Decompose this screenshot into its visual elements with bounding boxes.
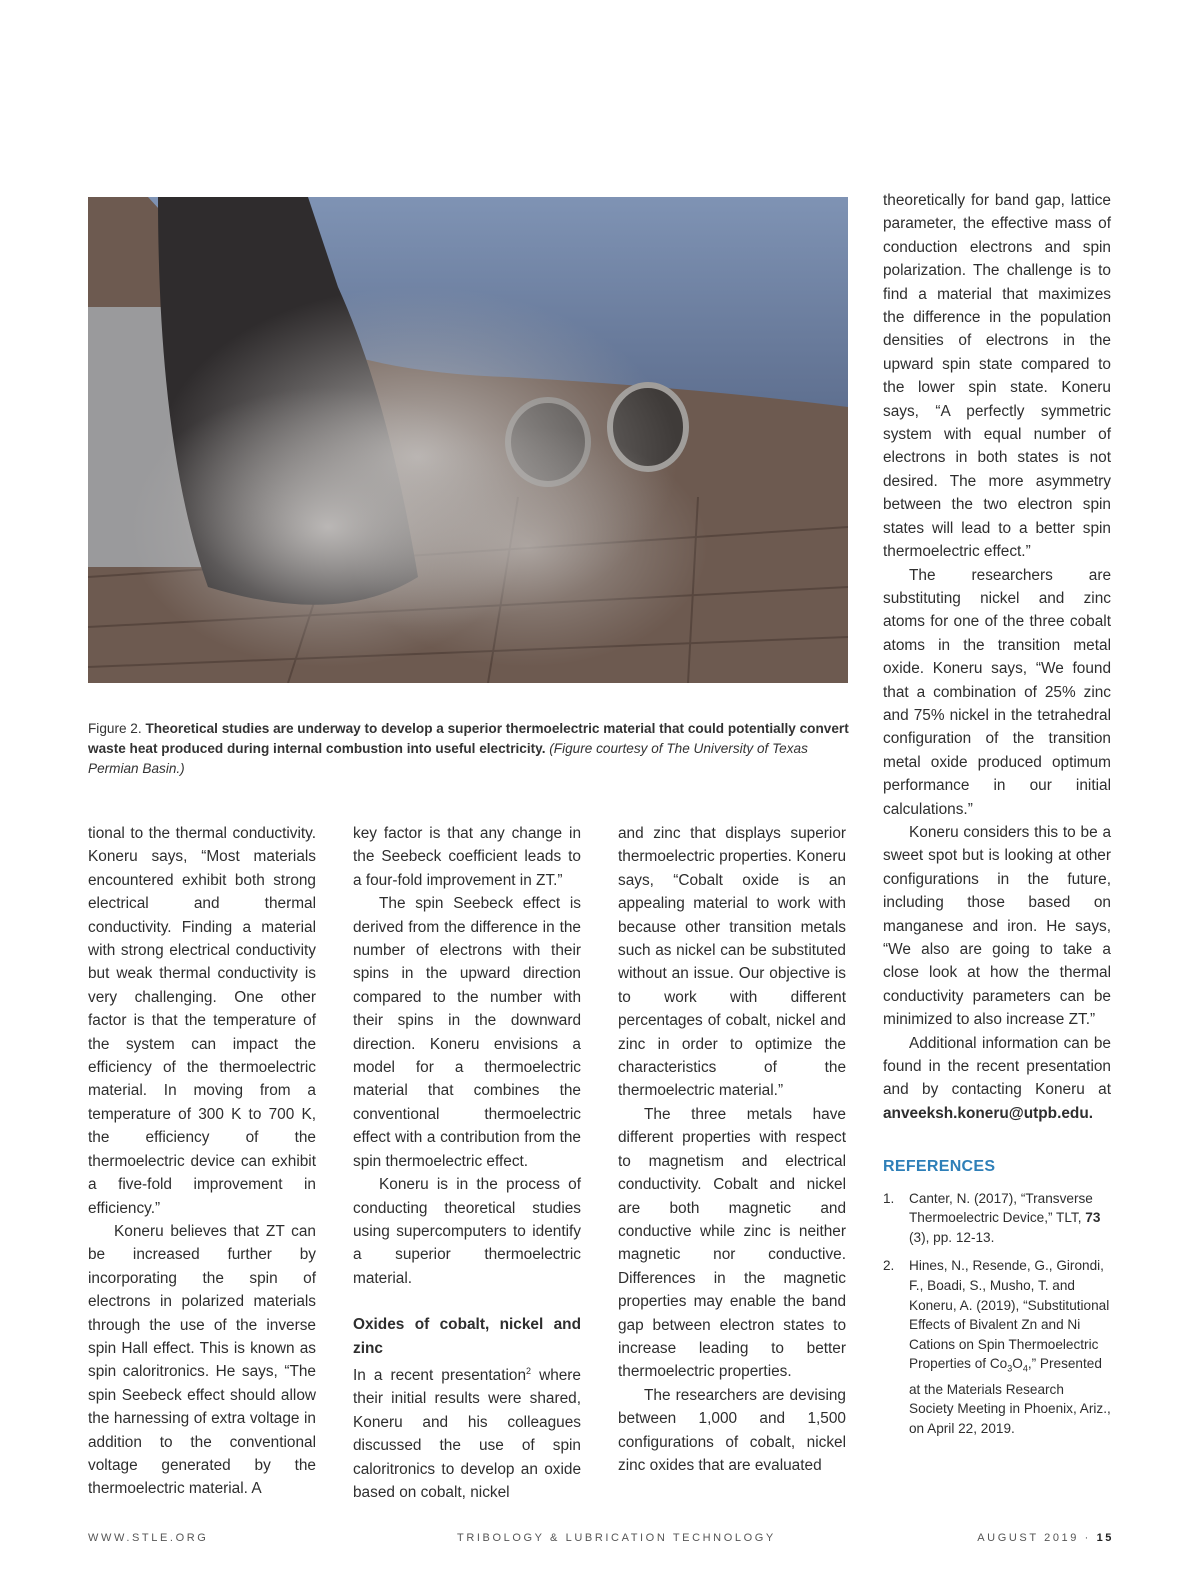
reference-text: O (1012, 1356, 1023, 1372)
reference-marker: 2 (526, 1365, 532, 1376)
references-list (883, 1189, 1111, 1439)
reference-item (883, 1256, 1111, 1438)
references-heading: REFERENCES (883, 1158, 996, 1176)
paragraph: Koneru is in the process of conducting theoretical studies using supercomputers to identify a superior thermoelectric material. (353, 1176, 581, 1287)
section-heading: Oxides of cobalt, nickel and zinc (353, 1316, 581, 1357)
paragraph-text: Additional information can be found in the recent presentation and by contacting Koneru at (883, 1034, 1111, 1099)
footer-separator: · (1084, 1532, 1091, 1544)
figure-label: Figure 2. (88, 721, 142, 736)
exhaust-photo (88, 197, 848, 683)
footer-issue (977, 1532, 1114, 1544)
paragraph (883, 1032, 1111, 1126)
contact-email-link[interactable]: anveeksh.koneru@utpb.edu. (883, 1104, 1093, 1122)
page-number: 15 (1096, 1532, 1114, 1544)
paragraph: Koneru considers this to be a sweet spot but is looking at other configurations in the future, including those based on manganese and iron. He says, “We also are going to take a close look at how the thermal conductivity parameters can be minimized to also increase ZT.” (883, 823, 1111, 1029)
paragraph: and zinc that displays superior thermoelectric properties. Koneru says, “Cobalt oxide is an appealing material to work with because other transition metals such as nickel can be substituted without an issue. Our objective is to work with different percentages of cobalt, nickel and zinc in order to optimize the characteristics of the thermoelectric material.” (618, 825, 846, 1100)
subscript: 4 (1022, 1364, 1028, 1375)
figure-credit: (Figure courtesy of The University of Texas Permian Basin.) (88, 741, 808, 776)
paragraph: The three metals have different properties with respect to magnetism and electrical conductivity. Cobalt and nickel are both magnetic and conductive while zinc is neither magnetic nor conductive. Differences in the magnetic properties may enable the band gap between electron states to increase leading to better thermoelectric properties. (618, 1105, 846, 1381)
footer-publication: TRIBOLOGY & LUBRICATION TECHNOLOGY (457, 1532, 776, 1544)
reference-text: ,” Presented at the Materials Research Society Meeting in Phoenix, Ariz., on April 22, 2019. (909, 1356, 1111, 1436)
paragraph: Koneru believes that ZT can be increased further by incorporating the spin of electrons in polarized materials through the use of the inverse spin Hall effect. This is known as spin caloritronics. He says, “The spin Seebeck effect should allow the harnessing of extra voltage in addition to the conventional voltage generated by the thermoelectric material. A (88, 1222, 316, 1498)
reference-number: 1. (883, 1190, 895, 1206)
paragraph: key factor is that any change in the Seebeck coefficient leads to a four-fold improvement in ZT.” (353, 825, 581, 889)
reference-item (883, 1189, 1111, 1248)
paragraph: The spin Seebeck effect is derived from the difference in the number of electrons with their spins in the upward direction compared to the number with their spins in the downward direction. Koneru envisions a model for a thermoelectric material that combines the conventional thermoelectric effect with a contribution from the spin thermoelectric effect. (353, 895, 581, 1170)
footer-date: AUGUST 2019 (977, 1532, 1079, 1544)
column-3 (618, 822, 846, 1477)
paragraph: The researchers are devising between 1,000 and 1,500 configurations of cobalt, nickel zinc oxides that are evaluated (618, 1386, 846, 1474)
column-1 (88, 822, 316, 1501)
reference-text: Hines, N., Resende, G., Girondi, F., Boadi, S., Musho, T. and Koneru, A. (2019), “Substitutional Effects of Bivalent Zn and Ni Cations on Spin Thermoelectric Properties of Co (909, 1258, 1110, 1372)
paragraph (353, 1360, 581, 1505)
figure-text: Theoretical studies are underway to develop a superior thermoelectric material that could potentially convert waste heat produced during internal combustion into useful electricity. (88, 721, 849, 756)
figure-caption (88, 719, 850, 779)
column-4 (883, 189, 1111, 1448)
paragraph: tional to the thermal conductivity. Koneru says, “Most materials encountered exhibit both strong electrical and thermal conductivity. Finding a material with strong electrical conductivity but weak thermal conductivity is very challenging. One other factor is that the temperature of the system can impact the efficiency of the thermoelectric material. In moving from a temperature of 300 K to 700 K, the efficiency of the thermoelectric device can exhibit a five-fold improvement in efficiency.” (88, 825, 316, 1217)
paragraph: The researchers are substituting nickel and zinc atoms for one of the three cobalt atoms in the transition metal oxide. Koneru says, “We found that a combination of 25% zinc and 75% nickel in the tetrahedral configuration of the transition metal oxide produced optimum performance in our initial calculations.” (883, 566, 1111, 818)
reference-text: (3), pp. 12-13. (909, 1229, 995, 1245)
column-2 (353, 822, 581, 1505)
subscript: 3 (1007, 1364, 1013, 1375)
reference-text: Canter, N. (2017), “Transverse Thermoelectric Device,” TLT, (909, 1190, 1093, 1226)
paragraph-text: In a recent presentation (353, 1367, 527, 1385)
paragraph-text: where their initial results were shared, Koneru and his colleagues discussed the use of spin caloritronics to develop an oxide based on cobalt, nickel (353, 1367, 581, 1502)
reference-volume: 73 (1085, 1210, 1101, 1226)
reference-number: 2. (883, 1258, 895, 1274)
footer-website: WWW.STLE.ORG (88, 1532, 209, 1544)
paragraph: theoretically for band gap, lattice parameter, the effective mass of conduction electrons and spin polarization. The challenge is to find a material that maximizes the difference in the population densities of electrons in the upward spin state compared to the lower spin state. Koneru says, “A perfectly symmetric system with equal number of electrons in both states is not desired. The more asymmetry between the two electron spin states will lead to a better spin thermoelectric effect.” (883, 192, 1111, 561)
